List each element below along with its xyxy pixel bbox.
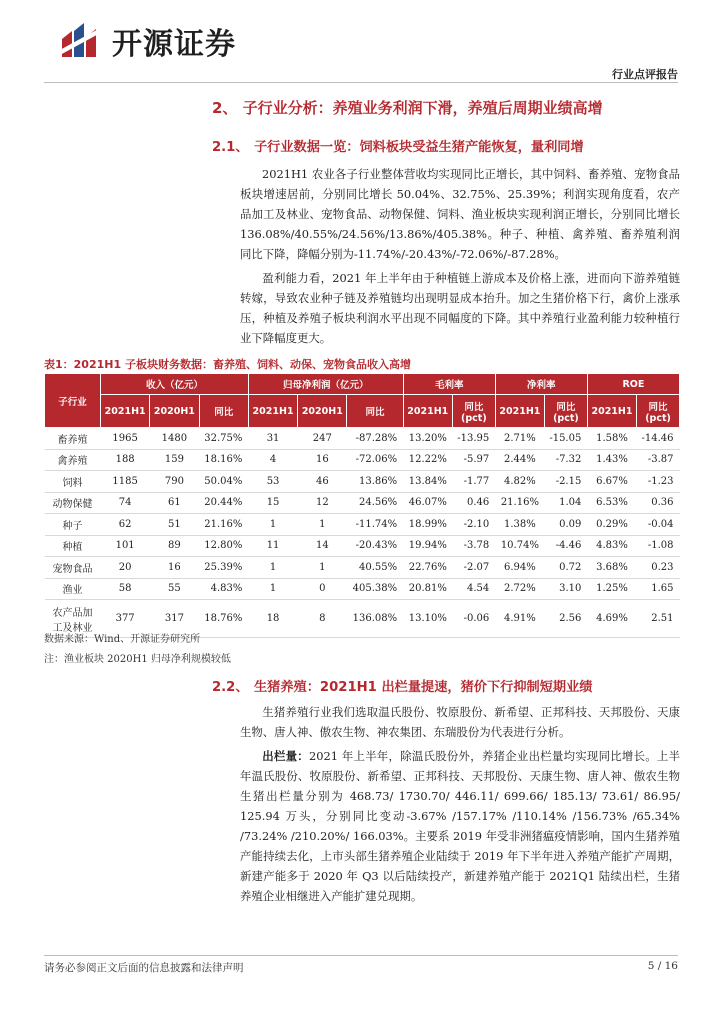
- table-cell: -1.77: [452, 471, 495, 493]
- table-cell: 247: [298, 428, 347, 450]
- table-cell: 4.69%: [587, 600, 636, 638]
- row-label: 动物保健: [45, 492, 101, 514]
- table-cell: 1: [248, 578, 297, 600]
- table-cell: 1: [298, 514, 347, 536]
- footer-disclaimer: 请务必参阅正文后面的信息披露和法律声明: [44, 962, 244, 974]
- table-cell: 377: [101, 600, 150, 638]
- table-cell: 18.99%: [403, 514, 452, 536]
- sub-header: 同比 (pct): [452, 395, 495, 428]
- col-header-sector: 子行业: [45, 374, 101, 428]
- table-cell: 1.58%: [587, 428, 636, 450]
- table-cell: 1480: [150, 428, 199, 450]
- table-cell: 0.36: [637, 492, 680, 514]
- table-cell: 2.72%: [495, 578, 544, 600]
- section-2-2-number: 2.2、: [212, 680, 249, 695]
- table-cell: 2.44%: [495, 449, 544, 471]
- table-cell: 3.10: [545, 578, 588, 600]
- table-cell: 159: [150, 449, 199, 471]
- section-2-1-number: 2.1、: [212, 140, 249, 155]
- table-cell: 12: [298, 492, 347, 514]
- table-cell: -2.10: [452, 514, 495, 536]
- row-label: 种子: [45, 514, 101, 536]
- table-row: [45, 514, 680, 536]
- section-2-1-paragraph-1-text: 2021H1 农业各子行业整体营收均实现同比正增长，其中饲料、畜养殖、宠物食品板块增速居前，分别同比增长 50.04%、32.75%、25.39%；利润实现角度看，农产品加工及林业、宠物食品、动物保健、饲料、渔业板块实现利润正增长，分别同比增长 136.08%/40.55%/24.56%/13.86%/405.38%。种子、种植、禽养殖、畜养殖利润同比下降，降幅分别为-11.74%/-20.43%/-72.06%/-87.28%。: [240, 167, 680, 261]
- table-cell: 14: [298, 535, 347, 557]
- table-cell: -15.05: [545, 428, 588, 450]
- sub-header: 同比 (pct): [545, 395, 588, 428]
- table-cell: -87.28%: [347, 428, 403, 450]
- table-cell: 1965: [101, 428, 150, 450]
- table-cell: 0: [298, 578, 347, 600]
- table-cell: 2.51: [637, 600, 680, 638]
- table-cell: 20.81%: [403, 578, 452, 600]
- sub-header: 2020H1: [150, 395, 199, 428]
- table-cell: -7.32: [545, 449, 588, 471]
- table-row: [45, 492, 680, 514]
- table-cell: 46.07%: [403, 492, 452, 514]
- table-cell: 31: [248, 428, 297, 450]
- table-cell: 61: [150, 492, 199, 514]
- sub-header: 2021H1: [248, 395, 297, 428]
- table-cell: 136.08%: [347, 600, 403, 638]
- table-cell: 25.39%: [199, 557, 248, 579]
- table-cell: 24.56%: [347, 492, 403, 514]
- table-cell: -2.07: [452, 557, 495, 579]
- section-2-1-paragraph-2-text: 盈利能力看，2021 年上半年由于种植链上游成本及价格上涨，进而向下游养殖链转嫁，导致农业种子链及养殖链均出现明显成本抬升。加之生猪价格下行，禽价上涨承压，种植及养殖子板块利润水平出现不同幅度的下降。其中养殖行业盈利能力较种植行业下降幅度更大。: [240, 271, 680, 345]
- table-cell: 1.65: [637, 578, 680, 600]
- table-cell: 0.72: [545, 557, 588, 579]
- table-cell: -3.78: [452, 535, 495, 557]
- table-cell: 16: [150, 557, 199, 579]
- table-cell: 1185: [101, 471, 150, 493]
- table-title: 表1：2021H1 子板块财务数据：畜养殖、饲料、动保、宠物食品收入高增: [44, 358, 411, 371]
- section-2-1-title: 子行业数据一览：饲料板块受益生猪产能恢复，量利同增: [254, 140, 584, 155]
- table-body: [45, 428, 680, 638]
- table-cell: 11: [248, 535, 297, 557]
- table-cell: -72.06%: [347, 449, 403, 471]
- section-2-2-paragraph-2-text: 2021 年上半年，除温氏股份外，养猪企业出栏量均实现同比增长。上半年温氏股份、牧原股份、新希望、正邦科技、天邦股份、天康生物、唐人神、傲农生物生猪出栏量分别为 468.73/ 1730.70/ 446.11/ 699.66/ 185.13/ 73.61/ 86.95/ 125.94 万头，分别同比变动-3.67% /157.17% /110.14% /156.73% /65.34% /73.24% /210.20%/ 166.03%。主要系 2019 年受非洲猪瘟疫情影响，国内生猪养殖产能持续去化，上市头部生猪养殖企业陆续于 2019 年下半年进入养殖产能扩产周期，新建产能多于 2020 年 Q3 以后陆续投产，新建养殖产能于 2021Q1 陆续出栏，生猪养殖企业相继进入产能扩建兑现期。: [240, 749, 680, 903]
- table-cell: 13.10%: [403, 600, 452, 638]
- table-cell: 21.16%: [199, 514, 248, 536]
- sub-header: 2021H1: [495, 395, 544, 428]
- row-label: 禽养殖: [45, 449, 101, 471]
- table-cell: -11.74%: [347, 514, 403, 536]
- sub-header: 2020H1: [298, 395, 347, 428]
- table-cell: 4.82%: [495, 471, 544, 493]
- row-label: 种植: [45, 535, 101, 557]
- logo: [58, 16, 236, 66]
- section-2-1-paragraph-1: [240, 164, 680, 264]
- table-row: [45, 428, 680, 450]
- table-note: 注：渔业板块 2020H1 归母净利规模较低: [44, 654, 231, 665]
- table-cell: 4.54: [452, 578, 495, 600]
- table-cell: -20.43%: [347, 535, 403, 557]
- table-cell: 53: [248, 471, 297, 493]
- table-cell: 89: [150, 535, 199, 557]
- table-cell: 6.53%: [587, 492, 636, 514]
- table-cell: -14.46: [637, 428, 680, 450]
- row-label: 饲料: [45, 471, 101, 493]
- table-cell: 101: [101, 535, 150, 557]
- table-cell: 1: [248, 557, 297, 579]
- table-cell: 6.67%: [587, 471, 636, 493]
- sub-header: 同比: [199, 395, 248, 428]
- table-cell: 18.16%: [199, 449, 248, 471]
- table-cell: 13.84%: [403, 471, 452, 493]
- table-cell: 0.09: [545, 514, 588, 536]
- table-cell: -3.87: [637, 449, 680, 471]
- page-number: 5 / 16: [647, 960, 678, 972]
- table-cell: 15: [248, 492, 297, 514]
- table-cell: 16: [298, 449, 347, 471]
- section-2-2-paragraph-1: [240, 702, 680, 742]
- table-cell: 50.04%: [199, 471, 248, 493]
- table-cell: 12.22%: [403, 449, 452, 471]
- table-cell: 74: [101, 492, 150, 514]
- sub-header: 2021H1: [587, 395, 636, 428]
- table-row: [45, 535, 680, 557]
- sub-header: 2021H1: [403, 395, 452, 428]
- col-header-gross-margin: 毛利率: [403, 374, 495, 395]
- table-cell: -1.08: [637, 535, 680, 557]
- table-cell: 1.38%: [495, 514, 544, 536]
- report-type-label: 行业点评报告: [612, 68, 678, 81]
- table-cell: -2.15: [545, 471, 588, 493]
- table-cell: 13.20%: [403, 428, 452, 450]
- table-cell: 32.75%: [199, 428, 248, 450]
- section-2-1-heading: [212, 136, 584, 155]
- table-cell: 46: [298, 471, 347, 493]
- section-2-2-title: 生猪养殖：2021H1 出栏量提速，猪价下行抑制短期业绩: [254, 680, 593, 695]
- sub-header: 2021H1: [101, 395, 150, 428]
- table-cell: 40.55%: [347, 557, 403, 579]
- row-label: 畜养殖: [45, 428, 101, 450]
- row-label: 农产品加 工及林业: [45, 600, 101, 638]
- sub-header: 同比 (pct): [637, 395, 680, 428]
- table-cell: 0.29%: [587, 514, 636, 536]
- table-cell: 13.86%: [347, 471, 403, 493]
- logo-mark-icon: [58, 17, 106, 65]
- sub-header: 同比: [347, 395, 403, 428]
- table-source: 数据来源：Wind、开源证券研究所: [44, 634, 201, 645]
- col-header-profit: 归母净利润（亿元）: [248, 374, 403, 395]
- section-2-1-paragraph-2: [240, 268, 680, 348]
- table-cell: 22.76%: [403, 557, 452, 579]
- table-cell: 4.91%: [495, 600, 544, 638]
- table-cell: -1.23: [637, 471, 680, 493]
- table-cell: 1: [298, 557, 347, 579]
- table-row: [45, 578, 680, 600]
- table-cell: 6.94%: [495, 557, 544, 579]
- table-cell: 0.46: [452, 492, 495, 514]
- header-divider: [44, 82, 678, 83]
- logo-text: 开源证券: [112, 27, 236, 62]
- financial-table: [44, 373, 680, 638]
- table-cell: 62: [101, 514, 150, 536]
- table-cell: 2.71%: [495, 428, 544, 450]
- table-cell: 18.76%: [199, 600, 248, 638]
- table-cell: 55: [150, 578, 199, 600]
- table-row: [45, 449, 680, 471]
- table-cell: 51: [150, 514, 199, 536]
- table-cell: 1.04: [545, 492, 588, 514]
- table-cell: 18: [248, 600, 297, 638]
- table-cell: 19.94%: [403, 535, 452, 557]
- table-cell: 0.23: [637, 557, 680, 579]
- section-2-2-paragraph-1-text: 生猪养殖行业我们选取温氏股份、牧原股份、新希望、正邦科技、天邦股份、天康生物、唐人神、傲农生物、神农集团、东瑞股份为代表进行分析。: [240, 705, 680, 739]
- table-cell: 21.16%: [495, 492, 544, 514]
- table-cell: -13.95: [452, 428, 495, 450]
- table-cell: 8: [298, 600, 347, 638]
- table-cell: 790: [150, 471, 199, 493]
- section-2-heading: 2、 子行业分析：养殖业务利润下滑，养殖后周期业绩高增: [212, 99, 603, 117]
- table-cell: 3.68%: [587, 557, 636, 579]
- table-cell: 1.43%: [587, 449, 636, 471]
- footer-divider: [44, 955, 678, 956]
- table-cell: 1: [248, 514, 297, 536]
- table-cell: 188: [101, 449, 150, 471]
- col-header-roe: ROE: [587, 374, 679, 395]
- output-label: 出栏量：: [262, 749, 309, 763]
- section-2-2-heading: [212, 676, 592, 695]
- table-cell: 12.80%: [199, 535, 248, 557]
- table-cell: -0.04: [637, 514, 680, 536]
- table-cell: 20: [101, 557, 150, 579]
- row-label: 渔业: [45, 578, 101, 600]
- table-cell: 20.44%: [199, 492, 248, 514]
- table-cell: 10.74%: [495, 535, 544, 557]
- table-cell: 405.38%: [347, 578, 403, 600]
- table-cell: 4: [248, 449, 297, 471]
- col-header-revenue: 收入（亿元）: [101, 374, 249, 395]
- row-label: 宠物食品: [45, 557, 101, 579]
- table-cell: 317: [150, 600, 199, 638]
- col-header-net-margin: 净利率: [495, 374, 587, 395]
- table-cell: -5.97: [452, 449, 495, 471]
- table-cell: 2.56: [545, 600, 588, 638]
- section-2-2-paragraph-2: [240, 746, 680, 906]
- table-cell: -0.06: [452, 600, 495, 638]
- table-cell: 4.83%: [587, 535, 636, 557]
- table-cell: -4.46: [545, 535, 588, 557]
- table-cell: 4.83%: [199, 578, 248, 600]
- table-row: [45, 471, 680, 493]
- table-cell: 1.25%: [587, 578, 636, 600]
- table-cell: 58: [101, 578, 150, 600]
- table-row: [45, 557, 680, 579]
